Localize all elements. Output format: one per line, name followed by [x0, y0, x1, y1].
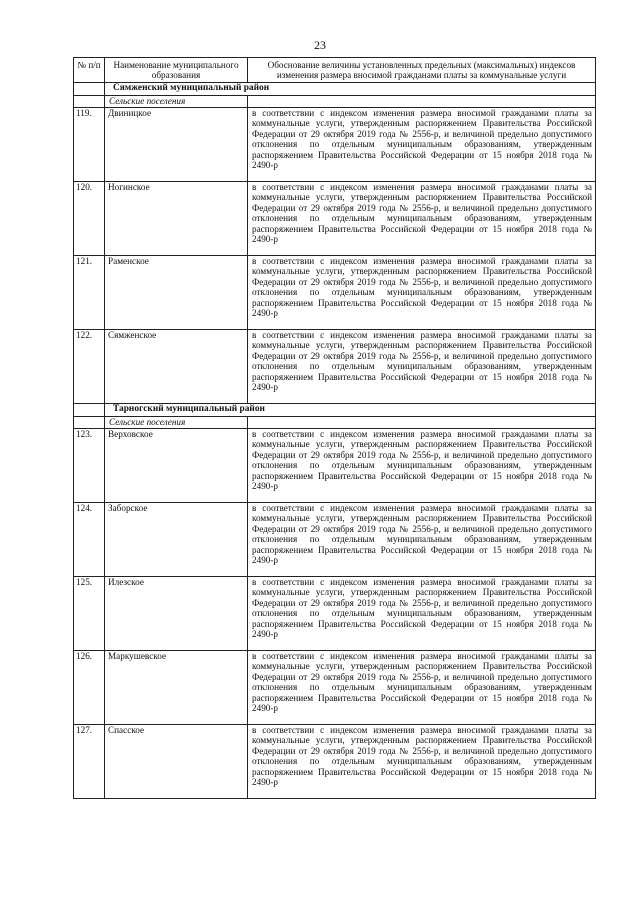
- justification-text: в соответствии с индексом изменения размера вносимой гражданами платы за коммунальные услуги, утвержденным распоряжением Правительства Российской Федерации от 29 октября 2019 года № 2556-р, и величиной предельно допустимого отклонения по отдельным муниципальным образованиям, утвержденным распоряжением Правительства Российской Федерации от 15 ноября 2018 года № 2490-р: [248, 182, 596, 256]
- justification-text: в соответствии с индексом изменения размера вносимой гражданами платы за коммунальные услуги, утвержденным распоряжением Правительства Российской Федерации от 29 октября 2019 года № 2556-р, и величиной предельно допустимого отклонения по отдельным муниципальным образованиям, утвержденным распоряжением Правительства Российской Федерации от 15 ноября 2018 года № 2490-р: [248, 429, 596, 503]
- municipality-name: Спасское: [105, 725, 248, 799]
- table-row: [74, 503, 596, 577]
- settlement-blank-cell: [74, 417, 105, 429]
- municipality-name: Раменское: [105, 256, 248, 330]
- indices-table: [73, 57, 596, 799]
- municipality-name: Ногинское: [105, 182, 248, 256]
- row-number: 123.: [74, 429, 105, 503]
- table-header: [74, 58, 596, 83]
- settlement-type-label: Сельские поселения: [105, 417, 248, 429]
- table-row: [74, 330, 596, 404]
- settlement-type-label: Сельские поселения: [105, 96, 248, 108]
- municipality-name: Илезское: [105, 577, 248, 651]
- table-row: [74, 651, 596, 725]
- table-row: [74, 577, 596, 651]
- column-header-number: № п/п: [74, 58, 105, 83]
- row-number: 120.: [74, 182, 105, 256]
- municipality-name: Заборское: [105, 503, 248, 577]
- justification-text: в соответствии с индексом изменения размера вносимой гражданами платы за коммунальные услуги, утвержденным распоряжением Правительства Российской Федерации от 29 октября 2019 года № 2556-р, и величиной предельно допустимого отклонения по отдельным муниципальным образованиям, утвержденным распоряжением Правительства Российской Федерации от 15 ноября 2018 года № 2490-р: [248, 330, 596, 404]
- table-row: [74, 108, 596, 182]
- district-blank-cell: [74, 404, 105, 417]
- municipality-name: Сямженское: [105, 330, 248, 404]
- table-row: [74, 182, 596, 256]
- settlement-blank-cell: [248, 96, 596, 108]
- table-body: [74, 83, 596, 799]
- row-number: 126.: [74, 651, 105, 725]
- settlement-type-row: [74, 417, 596, 429]
- page-number: 23: [314, 38, 326, 52]
- district-blank-cell: [74, 83, 105, 96]
- row-number: 119.: [74, 108, 105, 182]
- settlement-blank-cell: [74, 96, 105, 108]
- row-number: 127.: [74, 725, 105, 799]
- table-row: [74, 725, 596, 799]
- justification-text: в соответствии с индексом изменения размера вносимой гражданами платы за коммунальные услуги, утвержденным распоряжением Правительства Российской Федерации от 29 октября 2019 года № 2556-р, и величиной предельно допустимого отклонения по отдельным муниципальным образованиям, утвержденным распоряжением Правительства Российской Федерации от 15 ноября 2018 года № 2490-р: [248, 725, 596, 799]
- justification-text: в соответствии с индексом изменения размера вносимой гражданами платы за коммунальные услуги, утвержденным распоряжением Правительства Российской Федерации от 29 октября 2019 года № 2556-р, и величиной предельно допустимого отклонения по отдельным муниципальным образованиям, утвержденным распоряжением Правительства Российской Федерации от 15 ноября 2018 года № 2490-р: [248, 503, 596, 577]
- table-row: [74, 256, 596, 330]
- municipality-name: Маркушевское: [105, 651, 248, 725]
- row-number: 122.: [74, 330, 105, 404]
- column-header-justification: Обоснование величины установленных предельных (максимальных) индексов изменения размера вносимой гражданами платы за коммунальные услуги: [248, 58, 596, 83]
- row-number: 124.: [74, 503, 105, 577]
- municipality-name: Двиницкое: [105, 108, 248, 182]
- district-name: Тарногский муниципальный район: [105, 404, 596, 417]
- settlement-blank-cell: [248, 417, 596, 429]
- row-number: 125.: [74, 577, 105, 651]
- district-row: [74, 404, 596, 417]
- justification-text: в соответствии с индексом изменения размера вносимой гражданами платы за коммунальные услуги, утвержденным распоряжением Правительства Российской Федерации от 29 октября 2019 года № 2556-р, и величиной предельно допустимого отклонения по отдельным муниципальным образованиям, утвержденным распоряжением Правительства Российской Федерации от 15 ноября 2018 года № 2490-р: [248, 256, 596, 330]
- justification-text: в соответствии с индексом изменения размера вносимой гражданами платы за коммунальные услуги, утвержденным распоряжением Правительства Российской Федерации от 29 октября 2019 года № 2556-р, и величиной предельно допустимого отклонения по отдельным муниципальным образованиям, утвержденным распоряжением Правительства Российской Федерации от 15 ноября 2018 года № 2490-р: [248, 577, 596, 651]
- justification-text: в соответствии с индексом изменения размера вносимой гражданами платы за коммунальные услуги, утвержденным распоряжением Правительства Российской Федерации от 29 октября 2019 года № 2556-р, и величиной предельно допустимого отклонения по отдельным муниципальным образованиям, утвержденным распоряжением Правительства Российской Федерации от 15 ноября 2018 года № 2490-р: [248, 651, 596, 725]
- justification-text: в соответствии с индексом изменения размера вносимой гражданами платы за коммунальные услуги, утвержденным распоряжением Правительства Российской Федерации от 29 октября 2019 года № 2556-р, и величиной предельно допустимого отклонения по отдельным муниципальным образованиям, утвержденным распоряжением Правительства Российской Федерации от 15 ноября 2018 года № 2490-р: [248, 108, 596, 182]
- row-number: 121.: [74, 256, 105, 330]
- column-header-name: Наименование муниципального образования: [105, 58, 248, 83]
- district-name: Сямженский муниципальный район: [105, 83, 596, 96]
- table-row: [74, 429, 596, 503]
- district-row: [74, 83, 596, 96]
- municipality-name: Верховское: [105, 429, 248, 503]
- settlement-type-row: [74, 96, 596, 108]
